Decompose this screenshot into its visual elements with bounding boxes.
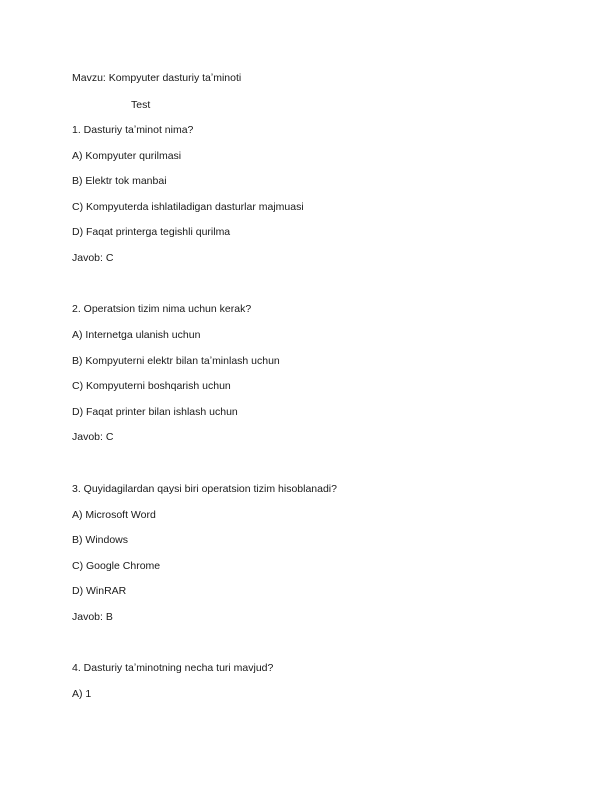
answer-text: Javob: C bbox=[72, 251, 114, 264]
option-d: D) WinRAR bbox=[72, 585, 127, 598]
question-text: 4. Dasturiy taʼminotning necha turi mavjud? bbox=[72, 662, 274, 675]
answer-text: Javob: C bbox=[72, 431, 114, 444]
option-c: C) Google Chrome bbox=[72, 559, 161, 572]
option-c: C) Kompyuterda ishlatiladigan dasturlar majmuasi bbox=[72, 200, 304, 213]
answer-text: Javob: B bbox=[72, 610, 113, 623]
question-block-3 bbox=[72, 482, 542, 624]
option-a: A) 1 bbox=[72, 688, 92, 700]
option-d: D) Faqat printer bilan ishlash uchun bbox=[72, 405, 238, 418]
question-text: 2. Operatsion tizim nima uchun kerak? bbox=[72, 303, 252, 316]
question-block-4 bbox=[72, 661, 542, 701]
option-b: B) Elektr tok manbai bbox=[72, 175, 167, 188]
option-b: B) Kompyuterni elektr bilan taʼminlash uchun bbox=[72, 354, 280, 367]
document-body bbox=[72, 71, 542, 713]
document-title: Mavzu: Kompyuter dasturiy taʼminoti bbox=[72, 72, 242, 84]
option-a: A) Microsoft Word bbox=[72, 508, 156, 521]
option-d: D) Faqat printerga tegishli qurilma bbox=[72, 226, 231, 239]
question-block-2 bbox=[72, 302, 542, 444]
option-a: A) Internetga ulanish uchun bbox=[72, 329, 201, 342]
question-text: 1. Dasturiy taʼminot nima? bbox=[72, 124, 194, 136]
document-subtitle: Test bbox=[131, 99, 151, 111]
option-a: A) Kompyuter qurilmasi bbox=[72, 149, 182, 162]
question-text: 3. Quyidagilardan qaysi biri operatsion tizim hisoblanadi? bbox=[72, 482, 337, 495]
option-b: B) Windows bbox=[72, 534, 129, 547]
option-c: C) Kompyuterni boshqarish uchun bbox=[72, 380, 231, 393]
question-block-1 bbox=[72, 123, 542, 265]
